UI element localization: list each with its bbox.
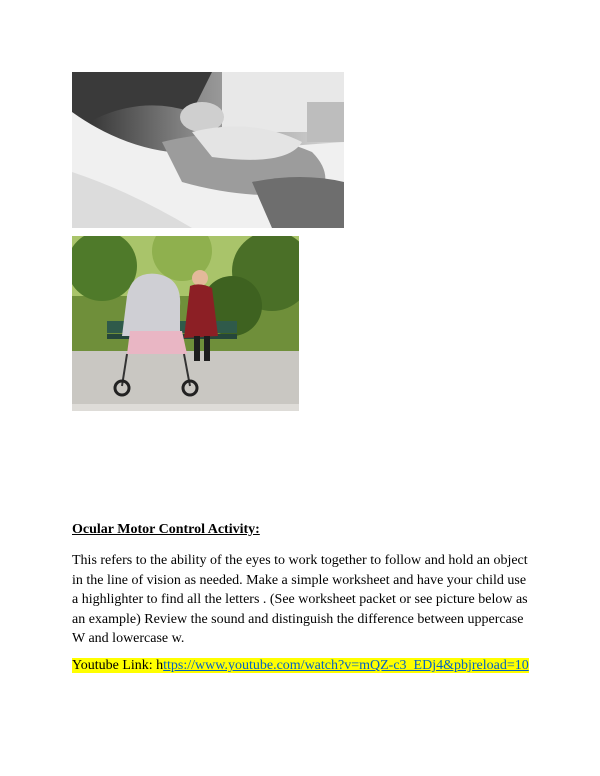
mother-newborn-photo [72, 72, 344, 228]
section-body-text: This refers to the ability of the eyes to work together to follow and hold an object in the line of vision as needed. Make a simple worksheet and have your child use a highlighter to find all the letters . (See worksheet packet or see picture below as an example) Review the sound and distinguish the difference between uppercase W and lowercase w. [72, 553, 528, 646]
youtube-link-line [72, 658, 529, 674]
mother-stroller-park-photo-icon [72, 236, 299, 411]
youtube-link[interactable]: ttps://www.youtube.com/watch?v=mQZ-c3_EDj4&pbjreload=10 [163, 658, 529, 673]
mother-newborn-grayscale-photo-icon [72, 72, 344, 228]
mother-stroller-photo [72, 236, 299, 411]
youtube-link-label: Youtube Link: h [72, 658, 164, 673]
section-heading: Ocular Motor Control Activity: [72, 522, 260, 537]
